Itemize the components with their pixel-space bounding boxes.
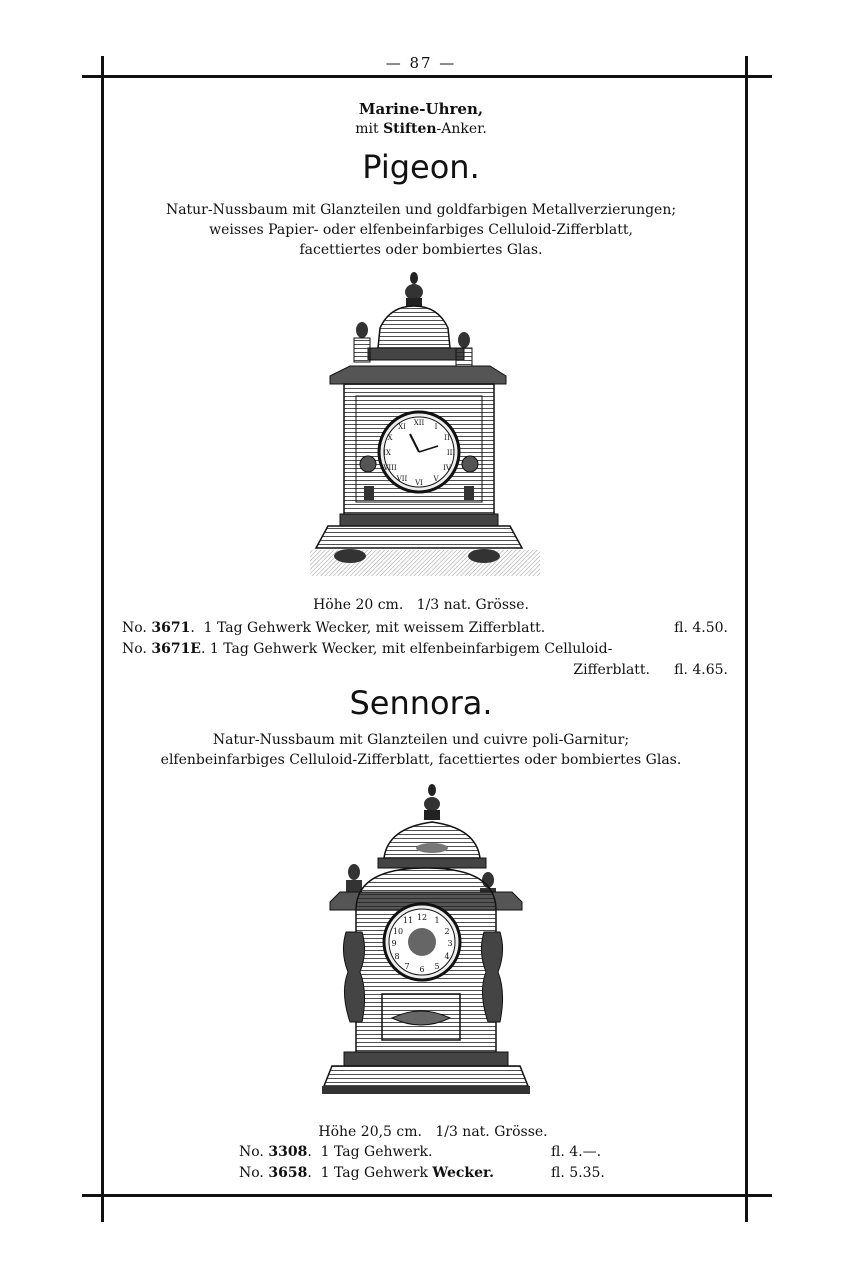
product-title-sennora: Sennora.: [349, 684, 493, 722]
svg-text:7: 7: [404, 962, 410, 971]
sennora-item-3308: No. 3308. 1 Tag Gehwerk. fl. 4.—.: [239, 1144, 602, 1160]
svg-text:2: 2: [444, 927, 450, 936]
product-description-sennora: Natur-Nussbaum mit Glanzteilen und cuivre poli-Garnitur; elfenbeinfarbiges Celluloid-Zifferblatt, facettiertes oder bombiertes Glas.: [160, 732, 682, 768]
svg-text:VI: VI: [415, 479, 423, 487]
svg-text:V: V: [433, 475, 439, 483]
svg-text:III: III: [446, 449, 456, 457]
page-number: — 87 —: [385, 54, 457, 72]
pigeon-clock-illustration: [310, 268, 540, 580]
svg-text:11: 11: [402, 916, 414, 925]
svg-text:IV: IV: [443, 464, 451, 472]
svg-text:6: 6: [419, 965, 425, 974]
sennora-size-caption: Höhe 20,5 cm. 1/3 nat. Grösse.: [318, 1124, 548, 1140]
svg-text:VII: VII: [396, 475, 408, 483]
svg-text:3: 3: [447, 939, 453, 948]
svg-text:II: II: [444, 434, 450, 442]
pigeon-item-3671: No. 3671. 1 Tag Gehwerk Wecker, mit weissem Zifferblatt. fl. 4.50.: [122, 620, 728, 636]
svg-text:XII: XII: [413, 419, 425, 427]
svg-text:X: X: [387, 434, 393, 442]
svg-text:5: 5: [434, 962, 440, 971]
bottom-rule: [82, 1194, 772, 1197]
svg-text:1: 1: [434, 916, 440, 925]
sennora-item-3658: No. 3658. 1 Tag Gehwerk Wecker. fl. 5.35.: [239, 1165, 605, 1181]
top-rule: [82, 75, 772, 78]
product-description-pigeon: Natur-Nussbaum mit Glanzteilen und goldfarbigen Metallverzierungen; weisses Papier- oder elfenbeinfarbiges Celluloid-Zifferblatt, facettiertes oder bombiertes Glas.: [165, 202, 677, 258]
pigeon-item-3671E: No. 3671E. 1 Tag Gehwerk Wecker, mit elfenbeinfarbigem Celluloid-: [122, 641, 613, 657]
product-title-pigeon: Pigeon.: [362, 148, 480, 186]
svg-text:I: I: [434, 423, 438, 431]
svg-text:10: 10: [392, 927, 404, 936]
svg-text:12: 12: [416, 913, 428, 922]
pigeon-size-caption: Höhe 20 cm. 1/3 nat. Grösse.: [313, 597, 529, 613]
svg-text:8: 8: [394, 952, 400, 961]
svg-text:XI: XI: [398, 423, 406, 431]
svg-text:VIII: VIII: [383, 464, 397, 472]
svg-text:9: 9: [391, 939, 397, 948]
svg-text:IX: IX: [383, 449, 391, 457]
sennora-clock-illustration: [318, 782, 534, 1100]
section-title: Marine-Uhren,: [358, 100, 484, 118]
section-subtitle: mit Stiften-Anker.: [355, 121, 487, 137]
svg-text:4: 4: [444, 952, 450, 961]
